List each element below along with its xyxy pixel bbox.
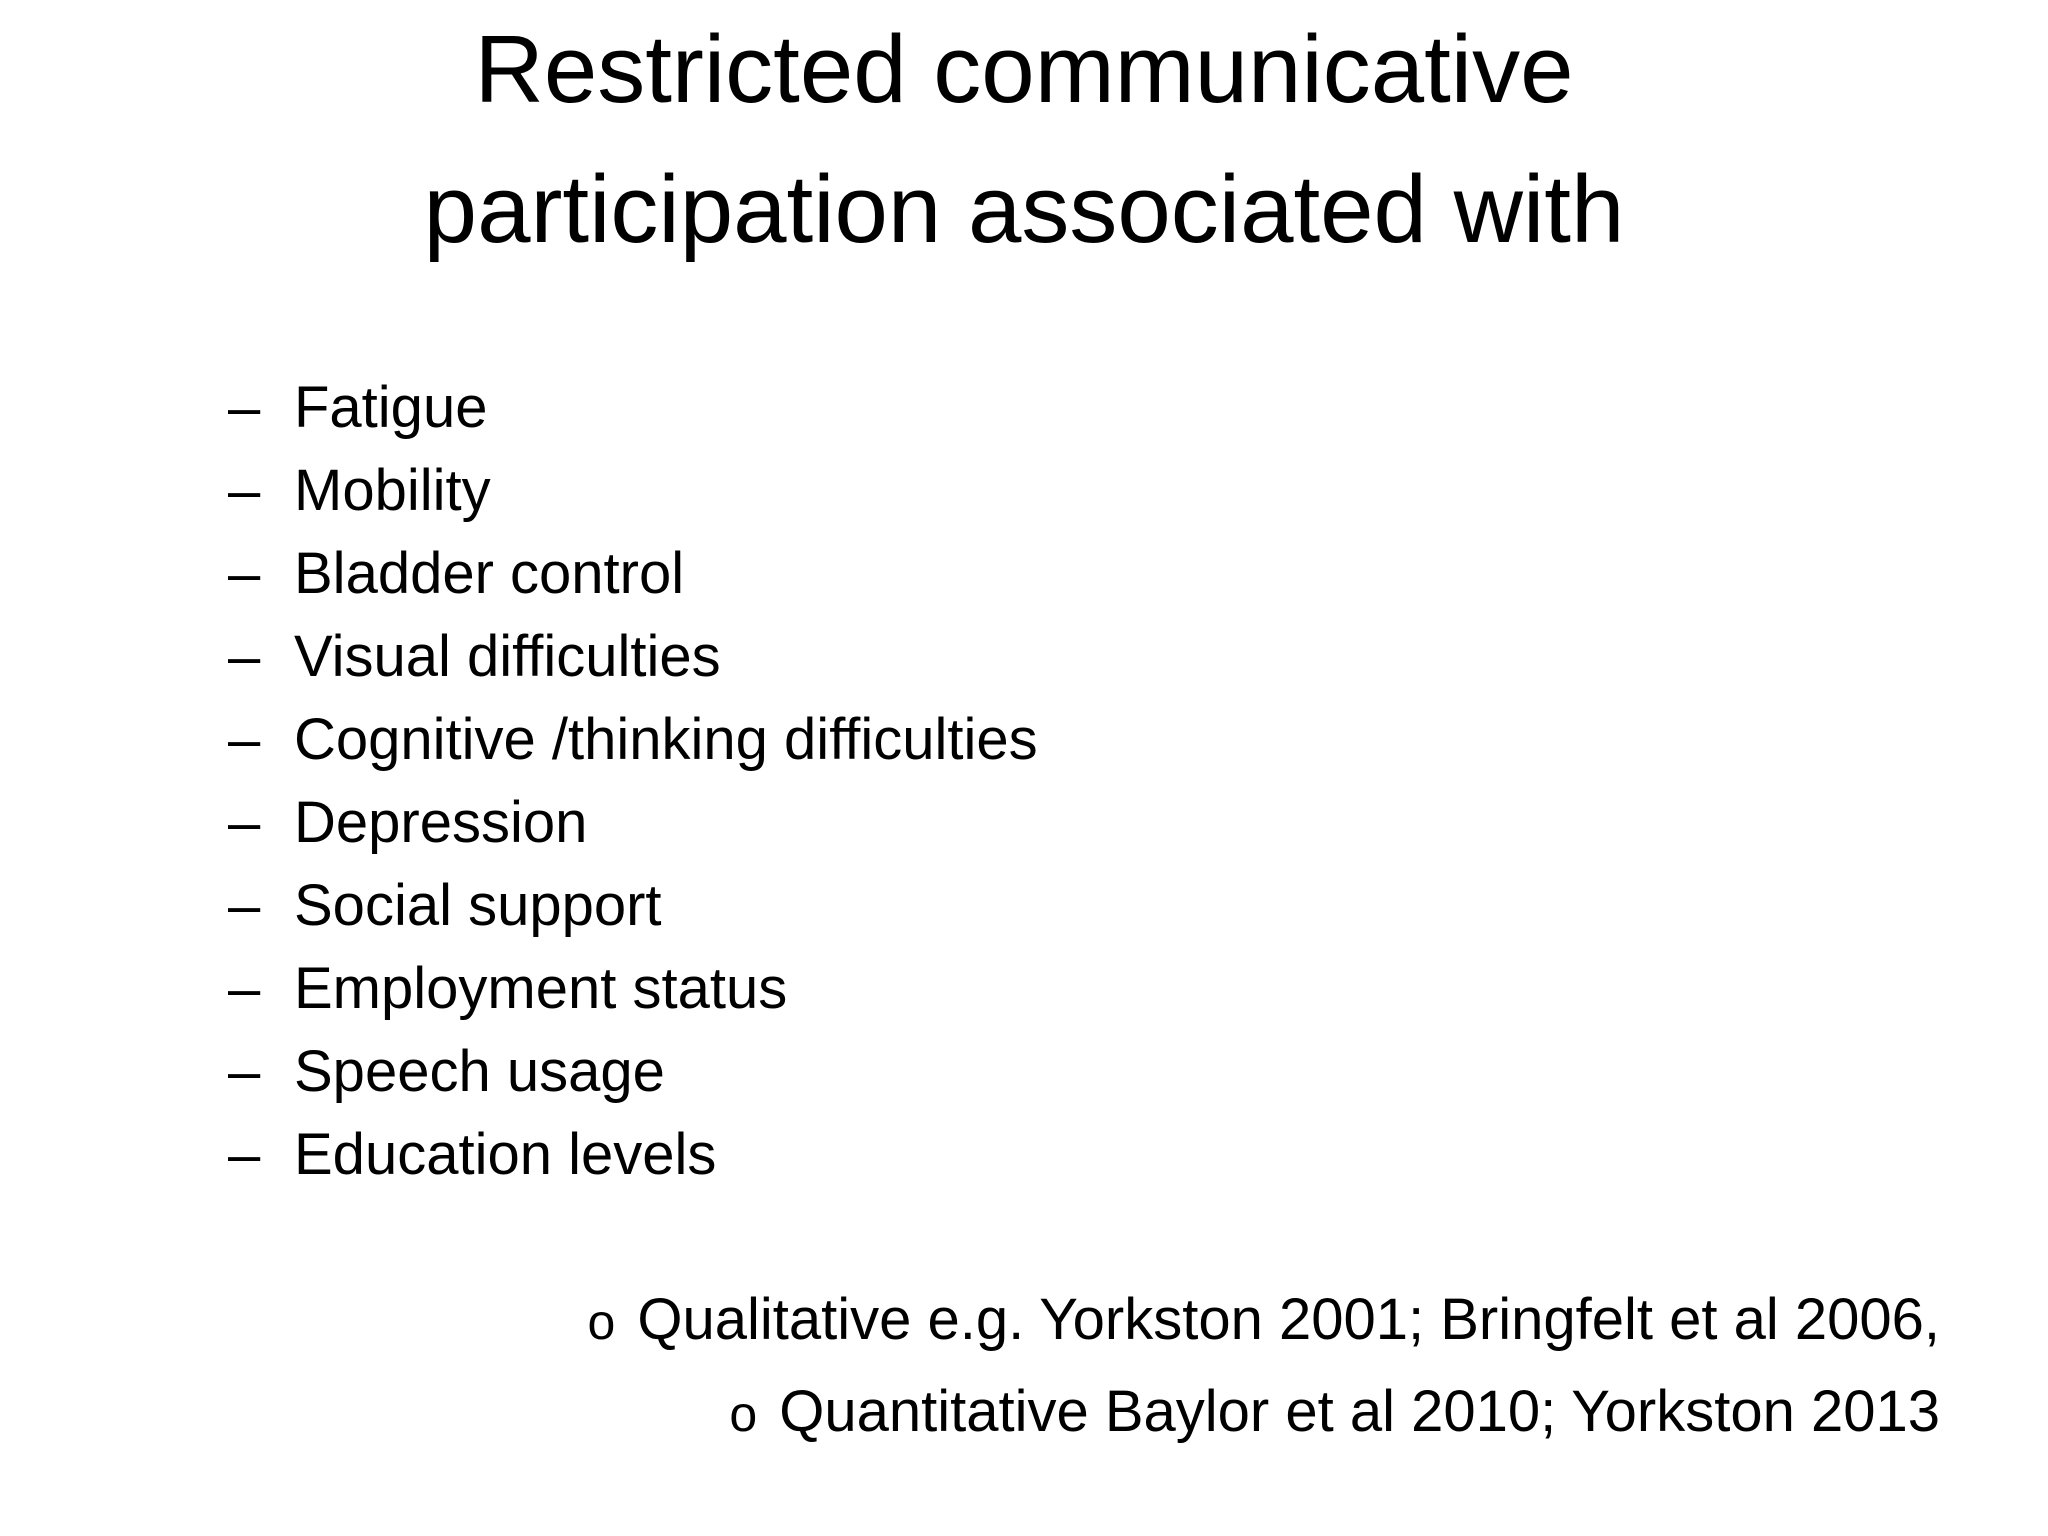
bullet-item-depression [228, 781, 1038, 864]
title-line-1: Restricted communicative [474, 16, 1574, 123]
bullet-item-visual-difficulties [228, 615, 1038, 698]
bullet-text: Speech usage [294, 1039, 665, 1104]
bullet-item-speech-usage [228, 1030, 1038, 1113]
circle-bullet-icon: o [729, 1386, 758, 1442]
dash-marker: – [228, 956, 261, 1021]
dash-marker: – [228, 707, 261, 772]
bullet-text: Visual difficulties [294, 624, 721, 689]
bullet-text: Depression [294, 790, 588, 855]
dash-marker: – [228, 541, 261, 606]
bullet-item-bladder-control [228, 532, 1038, 615]
bullet-item-social-support [228, 864, 1038, 947]
dash-marker: – [228, 873, 261, 938]
dash-marker: – [228, 624, 261, 689]
references [588, 1275, 1940, 1459]
bullet-text: Education levels [294, 1122, 717, 1187]
bullet-item-education-levels [228, 1113, 1038, 1196]
reference-qualitative [588, 1275, 1940, 1367]
dash-marker: – [228, 1122, 261, 1187]
bullet-text: Mobility [294, 458, 491, 523]
reference-quantitative [588, 1367, 1940, 1459]
bullet-text: Social support [294, 873, 662, 938]
bullet-text: Employment status [294, 956, 788, 1021]
dash-marker: – [228, 458, 261, 523]
reference-text: Qualitative e.g. Yorkston 2001; Bringfelt et al 2006, [637, 1287, 1940, 1352]
bullet-item-employment-status [228, 947, 1038, 1030]
reference-text: Quantitative Baylor et al 2010; Yorkston 2013 [779, 1379, 1940, 1444]
dash-marker: – [228, 1039, 261, 1104]
dash-marker: – [228, 790, 261, 855]
bullet-text: Bladder control [294, 541, 685, 606]
slide-title [0, 0, 2048, 280]
bullet-item-cognitive-difficulties [228, 698, 1038, 781]
dash-marker: – [228, 375, 261, 440]
bullet-item-mobility [228, 449, 1038, 532]
title-line-2: participation associated with [423, 156, 1625, 263]
circle-bullet-icon: o [587, 1294, 616, 1350]
bullet-text: Fatigue [294, 375, 488, 440]
bullet-list [228, 366, 1038, 1196]
bullet-item-fatigue [228, 366, 1038, 449]
bullet-text: Cognitive /thinking difficulties [294, 707, 1038, 772]
